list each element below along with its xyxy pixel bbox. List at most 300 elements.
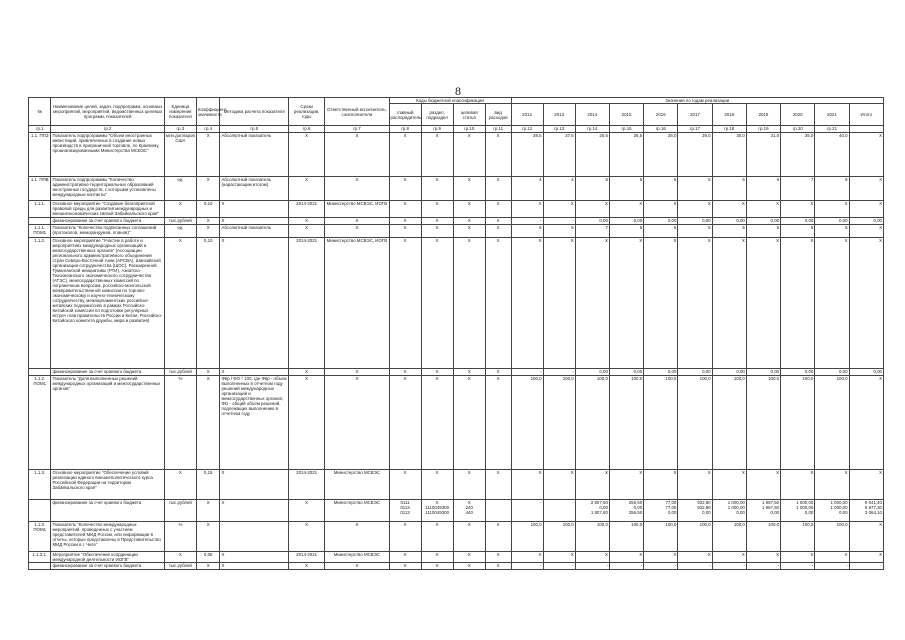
- table-cell: 100,0: [712, 376, 746, 470]
- table-row: [29, 177, 884, 201]
- table-cell: 5: [815, 225, 849, 238]
- year-header: 2017: [678, 104, 712, 126]
- table-cell: Абсолютный показатель: [220, 133, 288, 177]
- table-cell: 0,15: [196, 470, 220, 500]
- col-name-header: Наименование целей, задач, подпрограмм, основных мероприятий, мероприятий, ведомственных целевых программ, показателей: [51, 98, 164, 126]
- table-cell: Х: [485, 522, 511, 552]
- year-header: 2016: [644, 104, 678, 126]
- table-cell: Х: [220, 238, 288, 369]
- table-cell: Х: [849, 238, 883, 369]
- table-cell: 100,0: [511, 522, 543, 552]
- table-cell: 6: [712, 177, 746, 201]
- table-cell: Х: [389, 218, 421, 225]
- table-cell: Х: [485, 563, 511, 570]
- table-cell: Х: [288, 500, 324, 522]
- table-cell: 28,0: [644, 133, 678, 177]
- table-cell: Х: [815, 552, 849, 563]
- table-cell: -: [511, 369, 543, 376]
- table-cell: Х: [196, 369, 220, 376]
- table-cell: 2014-2021: [288, 238, 324, 369]
- column-number-cell: гр.14: [575, 126, 609, 133]
- table-cell: Х: [421, 563, 453, 570]
- year-header: 2019: [746, 104, 780, 126]
- row-title-cell: Основное мероприятие "Создание благоприятной правовой среды для развития международных и внешнеэкономических связей Забайкальского края": [51, 201, 164, 218]
- row-title-cell: Показатель "Количество международных мероприятий, проведенных с участием представителей МИД России, или информации в отчеты, которые представлены в Представительство МИД России в г. Чите": [51, 522, 164, 552]
- table-cell: Х: [196, 225, 220, 238]
- column-number-cell: гр.12: [511, 126, 543, 133]
- year-header: 2021: [815, 104, 849, 126]
- table-cell: Х: [644, 470, 678, 500]
- table-cell: Х: [421, 552, 453, 563]
- table-cell: %: [164, 522, 196, 552]
- table-cell: Х: [325, 133, 389, 177]
- table-cell: Х: [325, 177, 389, 201]
- table-cell: Х: [196, 563, 220, 570]
- row-title-cell: Мероприятие "Обеспечение координации международной деятельности ИОГВ": [51, 552, 164, 563]
- table-cell: Х: [164, 552, 196, 563]
- table-cell: 0,00: [644, 369, 678, 376]
- table-cell: 0,00: [781, 218, 815, 225]
- table-cell: 7: [781, 177, 815, 201]
- row-title-cell: Основное мероприятие "Обеспечение условий реализации единого внешнеполитического курса Российской Федерации на территории Забайкальского края": [51, 470, 164, 500]
- row-title-cell: Показатель подпрограммы "Объем иностранных инвестиций, привлеченных в создание новых производств в приграничной торговле, по Краевому, проанализированными Министерства МСВЭС": [51, 133, 164, 177]
- table-cell: -: [543, 369, 575, 376]
- table-cell: [29, 500, 51, 522]
- table-cell: -: [511, 500, 543, 522]
- table-cell: Х: [164, 470, 196, 500]
- table-body: [29, 126, 884, 570]
- table-cell: Х: [678, 470, 712, 500]
- table-cell: Х: [421, 238, 453, 369]
- table-cell: -: [712, 563, 746, 570]
- table-cell: Х: [288, 133, 324, 177]
- table-cell: Х: [421, 218, 453, 225]
- table-cell: -: [220, 522, 288, 552]
- table-row: [29, 369, 884, 376]
- table-row: [29, 133, 884, 177]
- column-number-cell: гр.5: [220, 126, 288, 133]
- table-cell: 100,0: [815, 376, 849, 470]
- table-cell: 25,6: [575, 133, 609, 177]
- table-cell: 0,00: [746, 369, 780, 376]
- column-number-cell: гр.3: [164, 126, 196, 133]
- table-cell: Х: [575, 238, 609, 369]
- col-unit-header: Единица измерения показателя: [164, 98, 196, 126]
- table-cell: 2014-2021: [288, 552, 324, 563]
- table-cell: 38,5: [511, 133, 543, 177]
- table-cell: [485, 500, 511, 522]
- column-number-cell: гр.21: [815, 126, 849, 133]
- table-cell: Х: [389, 470, 421, 500]
- table-cell: 35,0: [781, 133, 815, 177]
- table-cell: Х 240 440: [453, 500, 485, 522]
- table-cell: 1.1. ППВ: [29, 177, 51, 201]
- column-number-cell: гр.1: [29, 126, 51, 133]
- table-cell: 29,0: [678, 133, 712, 177]
- table-row: [29, 201, 884, 218]
- table-cell: Х: [849, 470, 883, 500]
- table-cell: 30,0: [712, 133, 746, 177]
- table-cell: -: [678, 563, 712, 570]
- table-cell: Х: [389, 133, 421, 177]
- table-cell: Х: [288, 563, 324, 570]
- table-cell: Х: [485, 201, 511, 218]
- table-cell: Х: [485, 177, 511, 201]
- table-cell: [29, 563, 51, 570]
- table-cell: Х: [485, 470, 511, 500]
- page-number: 8: [455, 84, 461, 98]
- table-cell: Х: [712, 238, 746, 369]
- column-number-cell: гр.7: [325, 126, 389, 133]
- table-cell: Х: [325, 563, 389, 570]
- table-cell: 0,00: [815, 218, 849, 225]
- table-cell: Х: [421, 133, 453, 177]
- table-cell: 0,00: [609, 218, 643, 225]
- table-cell: Х: [453, 369, 485, 376]
- table-row: [29, 225, 884, 238]
- table-cell: 100,0: [543, 522, 575, 552]
- table-row: [29, 238, 884, 369]
- table-cell: 0,00: [609, 369, 643, 376]
- table-cell: [29, 369, 51, 376]
- table-cell: Х: [678, 552, 712, 563]
- table-cell: 26,5: [609, 133, 643, 177]
- table-cell: 100,0: [815, 522, 849, 552]
- table-cell: -: [609, 563, 643, 570]
- table-cell: 1.1.1. ПОМ1: [29, 225, 51, 238]
- table-cell: Х: [389, 177, 421, 201]
- row-title-cell: финансирование за счет краевого бюджета: [51, 500, 164, 522]
- table-cell: Х: [485, 552, 511, 563]
- column-number-cell: гр.4: [196, 126, 220, 133]
- column-number-cell: гр.8: [389, 126, 421, 133]
- table-cell: 100,0: [712, 522, 746, 552]
- table-cell: Х: [849, 177, 883, 201]
- table-cell: 5: [609, 225, 643, 238]
- table-cell: 1.1.3.: [29, 470, 51, 500]
- table-cell: Х: [511, 201, 543, 218]
- table-cell: Х: [196, 177, 220, 201]
- row-title-cell: финансирование за счет краевого бюджета: [51, 369, 164, 376]
- table-cell: 1 967,50 1 967,50 0,00: [746, 500, 780, 522]
- table-cell: Х: [849, 552, 883, 563]
- table-cell: 0,00: [815, 369, 849, 376]
- table-cell: Х: [164, 238, 196, 369]
- table-cell: Х: [511, 552, 543, 563]
- table-cell: Х: [220, 500, 288, 522]
- table-cell: 0,00: [712, 218, 746, 225]
- table-cell: Министерство МСВЭС, ИОГВ: [325, 238, 389, 369]
- table-cell: Х: [288, 376, 324, 470]
- table-cell: 0,00: [746, 218, 780, 225]
- table-row: [29, 552, 884, 563]
- table-cell: Х: [511, 470, 543, 500]
- table-cell: млн.долларов США: [164, 133, 196, 177]
- table-cell: ед.: [164, 177, 196, 201]
- table-cell: Х: [712, 201, 746, 218]
- table-cell: Х: [746, 470, 780, 500]
- table-cell: 100,0: [746, 522, 780, 552]
- table-cell: Х: [288, 218, 324, 225]
- column-number-cell: гр.2: [51, 126, 164, 133]
- table-cell: Х: [781, 470, 815, 500]
- column-number-cell: гр.6: [288, 126, 324, 133]
- year-header: 2013: [543, 104, 575, 126]
- col-gr-header: главный распорядитель: [389, 104, 421, 126]
- column-number-cell: гр.11: [485, 126, 511, 133]
- col-vr-header: вид расходов: [485, 104, 511, 126]
- table-cell: Х: [288, 522, 324, 552]
- table-cell: Х: [609, 201, 643, 218]
- table-cell: Х: [325, 376, 389, 470]
- row-title-cell: Показатель "Количество подписанных соглашений (протоколов, меморандумов, планов)": [51, 225, 164, 238]
- column-number-cell: [849, 126, 883, 133]
- table-cell: Х: [575, 552, 609, 563]
- column-number-cell: гр.10: [453, 126, 485, 133]
- year-header: 2012: [511, 104, 543, 126]
- table-cell: Х: [609, 470, 643, 500]
- table-cell: Х: [389, 369, 421, 376]
- table-cell: 1.1.2.: [29, 238, 51, 369]
- table-cell: 100,0: [781, 522, 815, 552]
- table-cell: -: [511, 563, 543, 570]
- table-cell: Х: [678, 201, 712, 218]
- table-cell: 8: [815, 177, 849, 201]
- table-cell: 5: [609, 177, 643, 201]
- table-cell: Х: [485, 238, 511, 369]
- table-cell: 5: [712, 225, 746, 238]
- table-cell: Х: [453, 218, 485, 225]
- table-cell: 5: [781, 225, 815, 238]
- col-num-header: №: [29, 98, 51, 126]
- table-cell: 9 041,40 5 977,30 3 064,10: [849, 500, 883, 522]
- table-cell: Х: [849, 201, 883, 218]
- table-cell: Министерство МСВЭС, ИОГВ: [325, 201, 389, 218]
- column-number-cell: гр.15: [609, 126, 643, 133]
- table-cell: 40,0: [815, 133, 849, 177]
- table-cell: Министерство МСВЭС: [325, 470, 389, 500]
- table-cell: Х: [815, 201, 849, 218]
- table-cell: 4: [543, 177, 575, 201]
- table-cell: Х: [575, 201, 609, 218]
- table-cell: 100,0: [644, 376, 678, 470]
- year-header: 2020: [781, 104, 815, 126]
- table-cell: 100,0: [575, 376, 609, 470]
- table-cell: Фвр / ФО * 100, где Фвр - объем выполненных в отчетном году решений международных организаций и межгосударственных органов; ФО - общий объем решений, подлежащих выполнению в отчетном году: [220, 376, 288, 470]
- table-cell: Х: [389, 563, 421, 570]
- table-cell: Х: [220, 201, 288, 218]
- table-cell: Х: [389, 376, 421, 470]
- table-cell: Х: [644, 201, 678, 218]
- table-cell: Х: [325, 522, 389, 552]
- table-cell: 37,5: [543, 133, 575, 177]
- table-cell: тыс.рублей: [164, 218, 196, 225]
- column-number-cell: гр.17: [678, 126, 712, 133]
- table-cell: 100,0: [678, 522, 712, 552]
- table-cell: -: [543, 563, 575, 570]
- table-cell: 1 000,00 1 000,00 0,00: [781, 500, 815, 522]
- table-cell: 0,00: [575, 369, 609, 376]
- table-cell: 5: [644, 177, 678, 201]
- table-cell: 100,0: [609, 522, 643, 552]
- table-cell: Х: [609, 238, 643, 369]
- table-cell: -: [575, 563, 609, 570]
- table-cell: Абсолютный показатель (нарастающим итогом): [220, 177, 288, 201]
- table-cell: Х: [849, 376, 883, 470]
- table-cell: Х: [389, 238, 421, 369]
- table-cell: Х: [389, 225, 421, 238]
- table-cell: Х: [453, 552, 485, 563]
- table-cell: 31,0: [746, 133, 780, 177]
- table-cell: Х: [196, 500, 220, 522]
- table-cell: Х: [421, 470, 453, 500]
- table-cell: Х: [453, 225, 485, 238]
- table-cell: Х: [421, 376, 453, 470]
- table-cell: Х: [746, 552, 780, 563]
- table-cell: -: [511, 218, 543, 225]
- table-cell: 2014-2021: [288, 201, 324, 218]
- column-number-cell: гр.16: [644, 126, 678, 133]
- table-cell: 5: [678, 177, 712, 201]
- table-cell: Х: [421, 225, 453, 238]
- table-cell: Х: [815, 470, 849, 500]
- table-cell: Х: [746, 238, 780, 369]
- table-cell: Х: [453, 376, 485, 470]
- table-cell: 4: [511, 177, 543, 201]
- table-row: [29, 470, 884, 500]
- table-cell: Х: [389, 552, 421, 563]
- table-cell: Х: [220, 563, 288, 570]
- table-cell: Х: [511, 238, 543, 369]
- table-cell: 1 000,00 1 000,00 0,00: [712, 500, 746, 522]
- table-cell: 77,00 77,00 0,00: [644, 500, 678, 522]
- table-cell: тыс.рублей: [164, 369, 196, 376]
- table-cell: -: [644, 563, 678, 570]
- table-cell: 6: [746, 177, 780, 201]
- table-cell: Х: [389, 522, 421, 552]
- table-cell: 0,00: [849, 369, 883, 376]
- table-cell: 1.1.3.1.: [29, 552, 51, 563]
- table-cell: Х: [325, 369, 389, 376]
- column-number-cell: гр.13: [543, 126, 575, 133]
- table-cell: 0,00: [849, 218, 883, 225]
- col-method-header: Методика расчета показателя: [220, 98, 288, 126]
- table-cell: Х: [543, 552, 575, 563]
- table-cell: Х: [712, 470, 746, 500]
- table-cell: 0111 0113 0113: [389, 500, 421, 522]
- year-header: 2015: [609, 104, 643, 126]
- table-cell: Х: [609, 552, 643, 563]
- table-cell: 0,10: [196, 201, 220, 218]
- table-cell: Х: [389, 201, 421, 218]
- table-cell: %: [164, 376, 196, 470]
- year-header: 2014: [575, 104, 609, 126]
- table-cell: 0,00: [781, 369, 815, 376]
- table-cell: Х: [485, 133, 511, 177]
- table-cell: 0,00: [644, 218, 678, 225]
- table-cell: Х: [288, 177, 324, 201]
- table-cell: Министерство МСВЭС: [325, 552, 389, 563]
- table-cell: 932,80 932,80 0,00: [678, 500, 712, 522]
- table-cell: Х: [644, 552, 678, 563]
- table-cell: Х: [781, 552, 815, 563]
- table-cell: 1.1. ППЗ: [29, 133, 51, 177]
- column-number-cell: гр.18: [712, 126, 746, 133]
- col-cs-header: целевая статья: [453, 104, 485, 126]
- table-cell: 5: [746, 225, 780, 238]
- table-cell: Х: [781, 201, 815, 218]
- table-cell: Х: [485, 376, 511, 470]
- table-cell: Х: [543, 201, 575, 218]
- program-indicators-table: [28, 97, 884, 570]
- table-cell: 5: [678, 225, 712, 238]
- table-cell: 5: [575, 177, 609, 201]
- table-cell: 0,00: [678, 218, 712, 225]
- table-cell: 1.1.1.: [29, 201, 51, 218]
- table-cell: Х: [453, 470, 485, 500]
- table-cell: -: [781, 563, 815, 570]
- table-cell: тыс.рублей: [164, 500, 196, 522]
- table-cell: 6: [511, 225, 543, 238]
- table-cell: Х: [781, 238, 815, 369]
- table-cell: Х: [453, 133, 485, 177]
- table-cell: Х: [220, 218, 288, 225]
- column-number-row: [29, 126, 884, 133]
- table-cell: Х: [421, 369, 453, 376]
- table-cell: 0,05: [196, 552, 220, 563]
- table-cell: Х: [196, 218, 220, 225]
- table-cell: Х: [220, 470, 288, 500]
- table-cell: Х 1110049300 1110049300: [421, 500, 453, 522]
- table-cell: -: [849, 563, 883, 570]
- table-cell: Х: [453, 522, 485, 552]
- table-cell: Х: [421, 201, 453, 218]
- table-cell: 6: [543, 225, 575, 238]
- table-cell: 100,0: [575, 522, 609, 552]
- table-cell: 100,0: [678, 376, 712, 470]
- col-responsible-header: Ответственный исполнитель, соисполнители: [325, 98, 389, 126]
- col-razdel-header: раздел, подраздел: [421, 104, 453, 126]
- table-cell: Министерство МСВЭС: [325, 500, 389, 522]
- row-title-cell: Показатель "Доля выполненных решений международных организаций и межгосударственных органов": [51, 376, 164, 470]
- table-row: [29, 522, 884, 552]
- row-title-cell: финансирование за счет краевого бюджета: [51, 218, 164, 225]
- budget-codes-header: Коды бюджетной классификации: [389, 98, 511, 104]
- table-cell: Х: [164, 201, 196, 218]
- row-title-cell: Основное мероприятие "Участие в работе и мероприятиях международных организаций и межгосударственных органов" (Ассоциации регионального административного объединения стран Северо-Восточной Азии (АРСВА), Шанхайской организации сотрудничества (ШОС), Расширенной Туманганской инициативы (РТИ), Азиатско-Тихоокеанского экономического сотрудничества (АТЭС), межгосударственных комиссий по пограничным вопросам, российско-монгольской межправительственной комиссии по торгово-экономическому и научно-техническому сотрудничеству, межпарламентских российско-китайских подкомиссиях в рамках Российско-Китайской комиссии по подготовке регулярных встреч глав правительств России и Китая, Российско-Китайского комитета дружбы, мира и развития): [51, 238, 164, 369]
- table-cell: Х: [453, 238, 485, 369]
- table-cell: 5: [644, 225, 678, 238]
- table-cell: Х: [815, 238, 849, 369]
- table-cell: Х: [196, 133, 220, 177]
- col-coef-header: Коэффициент значимости: [196, 98, 220, 126]
- table-cell: Х: [849, 225, 883, 238]
- table-cell: Х: [325, 218, 389, 225]
- table-cell: Х: [543, 470, 575, 500]
- table-cell: 0,00: [575, 218, 609, 225]
- table-cell: тыс.рублей: [164, 563, 196, 570]
- table-cell: -: [815, 563, 849, 570]
- table-cell: 100,0: [511, 376, 543, 470]
- table-cell: Х: [849, 133, 883, 177]
- table-cell: Х: [453, 201, 485, 218]
- table-row: [29, 500, 884, 522]
- column-number-cell: гр.19: [746, 126, 780, 133]
- table-cell: Х: [644, 238, 678, 369]
- table-cell: Х: [849, 522, 883, 552]
- table-cell: 100,0: [746, 376, 780, 470]
- table-cell: Х: [453, 177, 485, 201]
